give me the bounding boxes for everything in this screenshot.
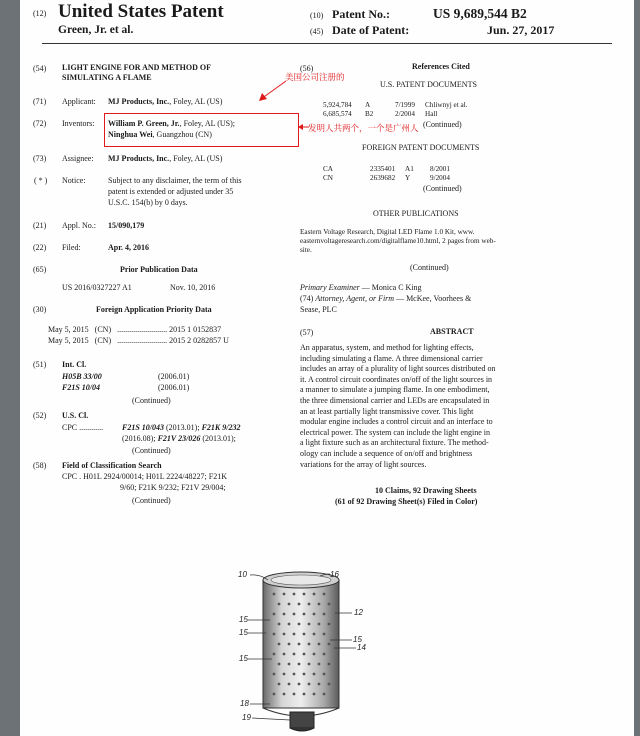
code-65: (65) [33, 265, 47, 274]
date-of-patent: Jun. 27, 2017 [487, 23, 555, 37]
abstract-line: the three dimensional carrier and LEDs are encapsulated in [300, 395, 490, 405]
code-72: (72) [33, 119, 47, 128]
annotation-inventors: 发明人共两个，一个是广州人 [308, 124, 419, 134]
field-search-line2: 9/60; F21K 9/232; F21V 29/004; [120, 483, 226, 492]
foreign-doc-kind: Y [405, 174, 411, 182]
code-52: (52) [33, 411, 47, 420]
notice-code: ( * ) [34, 176, 48, 185]
us-cl-continued: (Continued) [132, 446, 171, 455]
code-21: (21) [33, 221, 47, 230]
us-doc-name: Chliwnyj et al. [425, 101, 468, 109]
foreign-docs-continued: (Continued) [423, 184, 462, 193]
abstract-body [300, 343, 554, 470]
other-pub-line3: site. [300, 246, 312, 254]
annotation-arrow-1 [256, 78, 290, 104]
code-71: (71) [33, 97, 47, 106]
us-doc-kind: A [365, 101, 371, 109]
examiner-name: — Monica C King [359, 283, 422, 292]
assignee-value [108, 154, 222, 165]
int-cl-continued: (Continued) [132, 396, 171, 405]
code-54: (54) [33, 64, 47, 73]
applicant-label: Applicant: [62, 97, 96, 106]
priority-row [48, 325, 298, 336]
invention-title-line2: SIMULATING A FLAME [62, 73, 152, 82]
us-cl-version: (2013.01); [200, 434, 236, 443]
drawing-sheets: (61 of 92 Drawing Sheet(s) Filed in Color) [335, 497, 478, 506]
abstract-line: it. A control circuit coordinates on/off of the light sources in [300, 374, 493, 384]
abstract-line: ology can include a sequence of on/off and brightness [300, 448, 473, 458]
foreign-doc-number: 2639682 [370, 174, 396, 182]
priority-dots: ......................... [117, 336, 168, 345]
figure-label-15: 15 [239, 654, 248, 663]
notice-line2: patent is extended or adjusted under 35 [108, 187, 234, 196]
abstract-line: including simulating a flame. A three dimensional carrier [300, 353, 483, 363]
claims-count: 10 Claims, 92 Drawing Sheets [375, 486, 477, 495]
us-doc-date: 2/2004 [395, 110, 415, 118]
us-doc-date: 7/1999 [395, 101, 415, 109]
code-12: (12) [33, 9, 47, 18]
priority-date: May 5, 2015 [48, 336, 89, 345]
figure-label-15: 15 [239, 628, 248, 637]
references-heading: References Cited [412, 62, 470, 71]
assignee-location: , Foley, AL (US) [169, 154, 223, 163]
invention-title-line1: LIGHT ENGINE FOR AND METHOD OF [62, 63, 211, 72]
us-cl-class: F21V 23/026 [157, 434, 201, 443]
abstract-heading: ABSTRACT [430, 327, 474, 336]
abstract-line: a manner to simulate a jumping flame. In one embodiment, [300, 385, 490, 395]
foreign-doc-country: CA [323, 165, 333, 173]
us-cl-class: F21K 9/232 [201, 423, 241, 432]
primary-examiner [300, 283, 422, 294]
us-doc-kind: B2 [365, 110, 374, 118]
figure-label-15: 15 [239, 615, 248, 624]
attorney-name: — McKee, Voorhees & [394, 294, 472, 303]
abstract-line: an at least partially light transmissive cover. This light [300, 406, 474, 416]
applicant-name: MJ Products, Inc. [108, 97, 170, 106]
int-cl-version: (2006.01) [158, 383, 190, 392]
patent-type-title: United States Patent [58, 1, 224, 22]
us-docs-heading: U.S. PATENT DOCUMENTS [380, 80, 477, 89]
appl-no-label: Appl. No.: [62, 221, 96, 230]
attorney-line1 [300, 294, 471, 305]
us-cl-version: (2016.08); [122, 434, 158, 443]
code-57: (57) [300, 328, 314, 337]
assignee-name: MJ Products, Inc. [108, 154, 170, 163]
examiner-label: Primary Examiner [300, 283, 360, 292]
code-74: (74) [300, 294, 314, 303]
applicant-location: , Foley, AL (US) [169, 97, 223, 106]
abstract-line: electrical power. The system can include the light engine in [300, 427, 491, 437]
header-rule [42, 43, 612, 44]
attorney-line2: Sease, PLC [300, 305, 337, 314]
foreign-doc-kind: A1 [405, 165, 414, 173]
priority-date: May 5, 2015 [48, 325, 89, 334]
int-cl-class: H05B 33/00 [62, 372, 102, 381]
inventors-label: Inventors: [62, 119, 95, 128]
assignee-label: Assignee: [62, 154, 94, 163]
foreign-priority-heading: Foreign Application Priority Data [96, 305, 212, 314]
attorney-label: Attorney, Agent, or Firm [315, 294, 395, 303]
notice-line1: Subject to any disclaimer, the term of this [108, 176, 242, 185]
inventor-1-name: William P. Green, Jr. [108, 119, 180, 128]
us-cl-class: F21S 10/043 [122, 423, 165, 432]
foreign-doc-number: 2335401 [370, 165, 396, 173]
figure-label-15: 15 [353, 635, 362, 644]
us-cl-line2 [122, 434, 236, 445]
priority-country: (CN) [94, 325, 112, 334]
us-cl-heading: U.S. Cl. [62, 411, 89, 420]
field-search-heading: Field of Classification Search [62, 461, 162, 470]
figure-label-14: 14 [357, 643, 366, 652]
figure-label-18: 18 [240, 699, 249, 708]
priority-row [48, 336, 298, 347]
code-73: (73) [33, 154, 47, 163]
annotation-arrow-2 [297, 120, 311, 134]
us-doc-number: 5,924,784 [323, 101, 352, 109]
notice-line3: U.S.C. 154(b) by 0 days. [108, 198, 188, 207]
inventors-highlight-box [104, 113, 299, 147]
us-cl-cpc: CPC ............ [62, 423, 104, 432]
foreign-doc-date: 9/2004 [430, 174, 450, 182]
code-10: (10) [310, 11, 324, 20]
code-30: (30) [33, 305, 47, 314]
prior-pub-number: US 2016/0327227 A1 [62, 283, 132, 292]
filed-value: Apr. 4, 2016 [108, 243, 150, 252]
patent-no-label: Patent No.: [332, 7, 390, 21]
code-56: (56) [300, 64, 314, 73]
us-docs-continued: (Continued) [423, 120, 462, 129]
us-doc-number: 6,685,574 [323, 110, 352, 118]
appl-no-value: 15/090,179 [108, 221, 145, 230]
foreign-doc-country: CN [323, 174, 333, 182]
other-pubs-heading: OTHER PUBLICATIONS [373, 209, 459, 218]
inventor-short: Green, Jr. et al. [58, 24, 134, 36]
code-45: (45) [310, 27, 324, 36]
abstract-line: modular engine includes a control circuit and an interface to [300, 417, 493, 427]
field-search-line1: CPC . H01L 2924/00014; H01L 2224/48227; F21K [62, 472, 227, 481]
us-cl-line1 [122, 423, 240, 434]
prior-pub-date: Nov. 10, 2016 [170, 283, 216, 292]
us-doc-name: Hall [425, 110, 438, 118]
foreign-doc-date: 8/2001 [430, 165, 450, 173]
notice-label: Notice: [62, 176, 86, 185]
applicant-value [108, 97, 222, 108]
filed-label: Filed: [62, 243, 81, 252]
other-pub-line2: easternvoltageresearch.com/digitalflame10.html, 2 pages from web- [300, 237, 496, 245]
int-cl-class: F21S 10/04 [62, 383, 101, 392]
prior-pub-heading: Prior Publication Data [120, 265, 198, 274]
figure-label-12: 12 [354, 608, 363, 617]
inventor-2-location: , Guangzhou (CN) [152, 130, 212, 139]
annotation-company: 美国公司注册的 [285, 73, 345, 83]
figure-label-10: 10 [238, 570, 247, 579]
priority-dots: ......................... [117, 325, 168, 334]
abstract-line: An apparatus, system, and method for lighting effects, [300, 343, 474, 352]
field-search-continued: (Continued) [132, 496, 171, 505]
inventor-1-location: , Foley, AL (US); [179, 119, 235, 128]
date-of-patent-label: Date of Patent: [332, 23, 410, 37]
int-cl-version: (2006.01) [158, 372, 190, 381]
priority-number: 2015 2 0282857 U [169, 336, 229, 345]
int-cl-heading: Int. Cl. [62, 360, 87, 369]
figure-label-16: 16 [330, 570, 339, 579]
other-pub-line1: Eastern Voltage Research, Digital LED Flame 1.0 Kit, www. [300, 228, 475, 236]
abstract-line: includes an array of a plurality of light sources distributed on [300, 364, 496, 374]
abstract-line: variations for the array of light sources. [300, 459, 427, 469]
code-58: (58) [33, 461, 47, 470]
priority-number: 2015 1 0152837 [169, 325, 222, 334]
patent-page [20, 0, 634, 736]
figure-label-19: 19 [242, 713, 251, 722]
code-51: (51) [33, 360, 47, 369]
us-cl-version: (2013.01); [164, 423, 202, 432]
patent-number: US 9,689,544 B2 [433, 6, 527, 21]
foreign-docs-heading: FOREIGN PATENT DOCUMENTS [362, 143, 480, 152]
other-pubs-continued: (Continued) [410, 263, 449, 272]
inventor-2-name: Ninghua Wei [108, 130, 153, 139]
priority-country: (CN) [94, 336, 112, 345]
abstract-line: a light fixture such as an architectural fixture. The method- [300, 438, 489, 448]
code-22: (22) [33, 243, 47, 252]
